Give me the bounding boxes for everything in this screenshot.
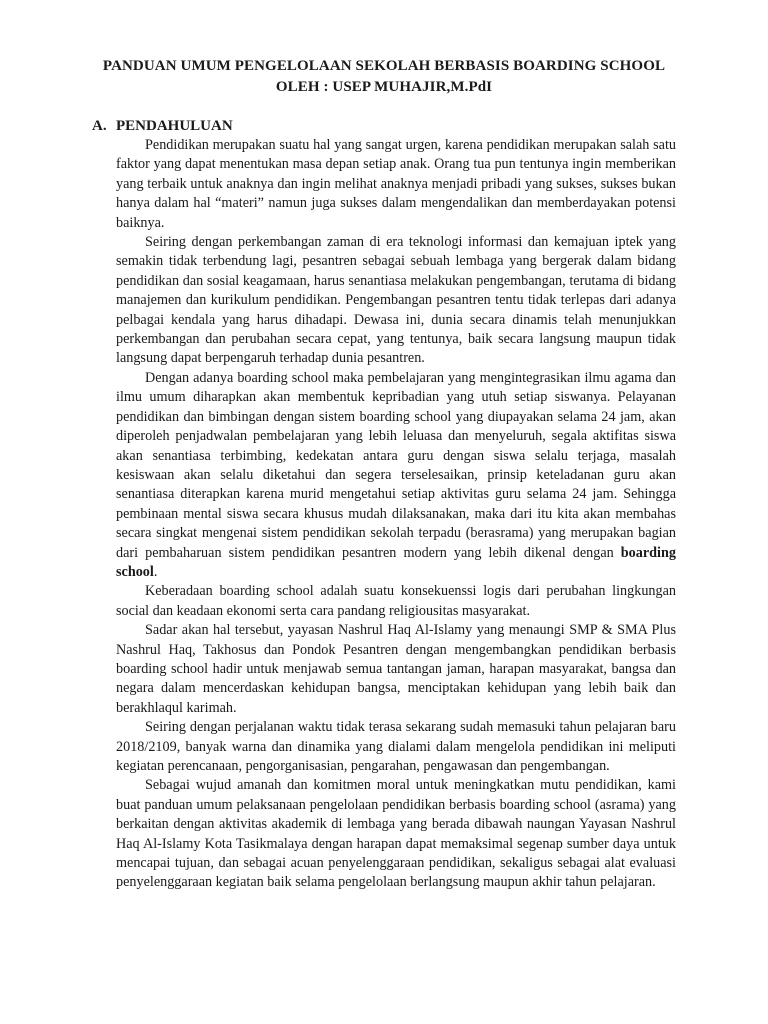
section-title: PENDAHULUAN	[116, 118, 233, 134]
paragraph-3-end: .	[153, 563, 158, 580]
paragraph-3-bold-term: boarding school	[116, 544, 676, 580]
section-heading	[92, 117, 676, 136]
title-line-1: PANDUAN UMUM PENGELOLAAN SEKOLAH BERBASIS BOARDING SCHOOL	[102, 58, 666, 74]
paragraph-2: Seiring dengan perkembangan zaman di era teknologi informasi dan kemajuan iptek yang semakin tidak terbendung lagi, pesantren sebagai sebuah lembaga yang bergerak dalam bidang pendidikan dan sosial keagamaan, harus senantiasa melakukan pengembangan, terutama di bidang manajemen dan kurikulum pendidikan. Pengembangan pesantren tentu tidak terlepas dari adanya pelbagai kendala yang harus dihadapi. Dewasa ini, dunia secara dinamis telah menunjukkan perkembangan dan perubahan secara cepat, yang tentunya, baik secara langsung maupun tidak langsung dapat berpengaruh terhadap dunia pesantren.	[116, 234, 676, 367]
paragraph-3-text: Dengan adanya boarding school maka pembelajaran yang mengintegrasikan ilmu agama dan ilmu umum diharapkan akan membentuk kepribadian yang utuh setiap siswanya. Pelayanan pendidikan dan bimbingan dengan sistem boarding school yang diupayakan selama 24 jam, akan diperoleh penjadwalan pembelajaran yang lebih leluasa dan menyeluruh, segala aktifitas siswa akan senantiasa terbimbing, kedekatan antara guru dengan siswa selalu terjaga, masalah kesiswaan akan selalu diketahui dan segera terselesaikan, prinsip keteladanan guru akan senantiasa diterapkan karena murid mengetahui setiap aktivitas guru selama 24 jam. Sehingga pembinaan mental siswa secara khusus mudah dilaksanakan, maka dari itu kita akan membahas secara singkat mengenai sistem pendidikan sekolah terpadu (berasrama) yang merupakan bagian dari pembaharuan sistem pendidikan pesantren modern yang lebih dikenal dengan	[116, 369, 676, 561]
paragraph-6: Seiring dengan perjalanan waktu tidak terasa sekarang sudah memasuki tahun pelajaran baru 2018/2109, banyak warna dan dinamika yang dialami dalam mengelola pendidikan ini meliputi kegiatan perencanaan, pengorganisasian, pengarahan, pengawasan dan pengembangan.	[116, 719, 676, 774]
body-text	[116, 136, 676, 893]
document-title	[92, 56, 676, 98]
title-line-2: OLEH : USEP MUHAJIR,M.PdI	[275, 79, 493, 95]
paragraph-1: Pendidikan merupakan suatu hal yang sangat urgen, karena pendidikan merupakan salah satu faktor yang dapat menentukan masa depan setiap anak. Orang tua pun tentunya ingin memberikan yang terbaik untuk anaknya dan ingin melihat anaknya menjadi pribadi yang sukses, sukses bukan hanya dalam hal “materi” namun juga sukses dalam mengendalikan dan memberdayakan potensi baiknya.	[116, 137, 676, 231]
paragraph-4: Keberadaan boarding school adalah suatu konsekuenssi logis dari perubahan lingkungan social dan keadaan ekonomi serta cara pandang religiousitas masyarakat.	[116, 583, 676, 619]
paragraph-7: Sebagai wujud amanah dan komitmen moral untuk meningkatkan mutu pendidikan, kami buat panduan umum pelaksanaan pengelolaan pendidikan berbasis boarding school (asrama) yang berkaitan dengan aktivitas akademik di lembaga yang berada dibawah naungan Yayasan Nashrul Haq Al-Islamy Kota Tasikmalaya dengan harapan dapat memaksimal segenap sumber daya untuk mencapai tujuan, dan sebagai acuan penyelenggaraan pendidikan, sekaligus sebagai alat evaluasi penyelenggaraan kegiatan baik selama pengelolaan berlangsung maupun akhir tahun pelajaran.	[116, 777, 676, 891]
paragraph-3	[116, 369, 676, 582]
paragraph-5: Sadar akan hal tersebut, yayasan Nashrul Haq Al-Islamy yang menaungi SMP & SMA Plus Nashrul Haq, Takhosus dan Pondok Pesantren dengan mengembangkan pendidikan berbasis boarding school hadir untuk menjawab semua tantangan jaman, harapan masyarakat, bangsa dan negara dalam mencerdaskan kehidupan bangsa, menciptakan kehidupan yang lebih baik dan berakhlaqul karimah.	[116, 622, 676, 716]
section-letter: A.	[92, 118, 107, 134]
